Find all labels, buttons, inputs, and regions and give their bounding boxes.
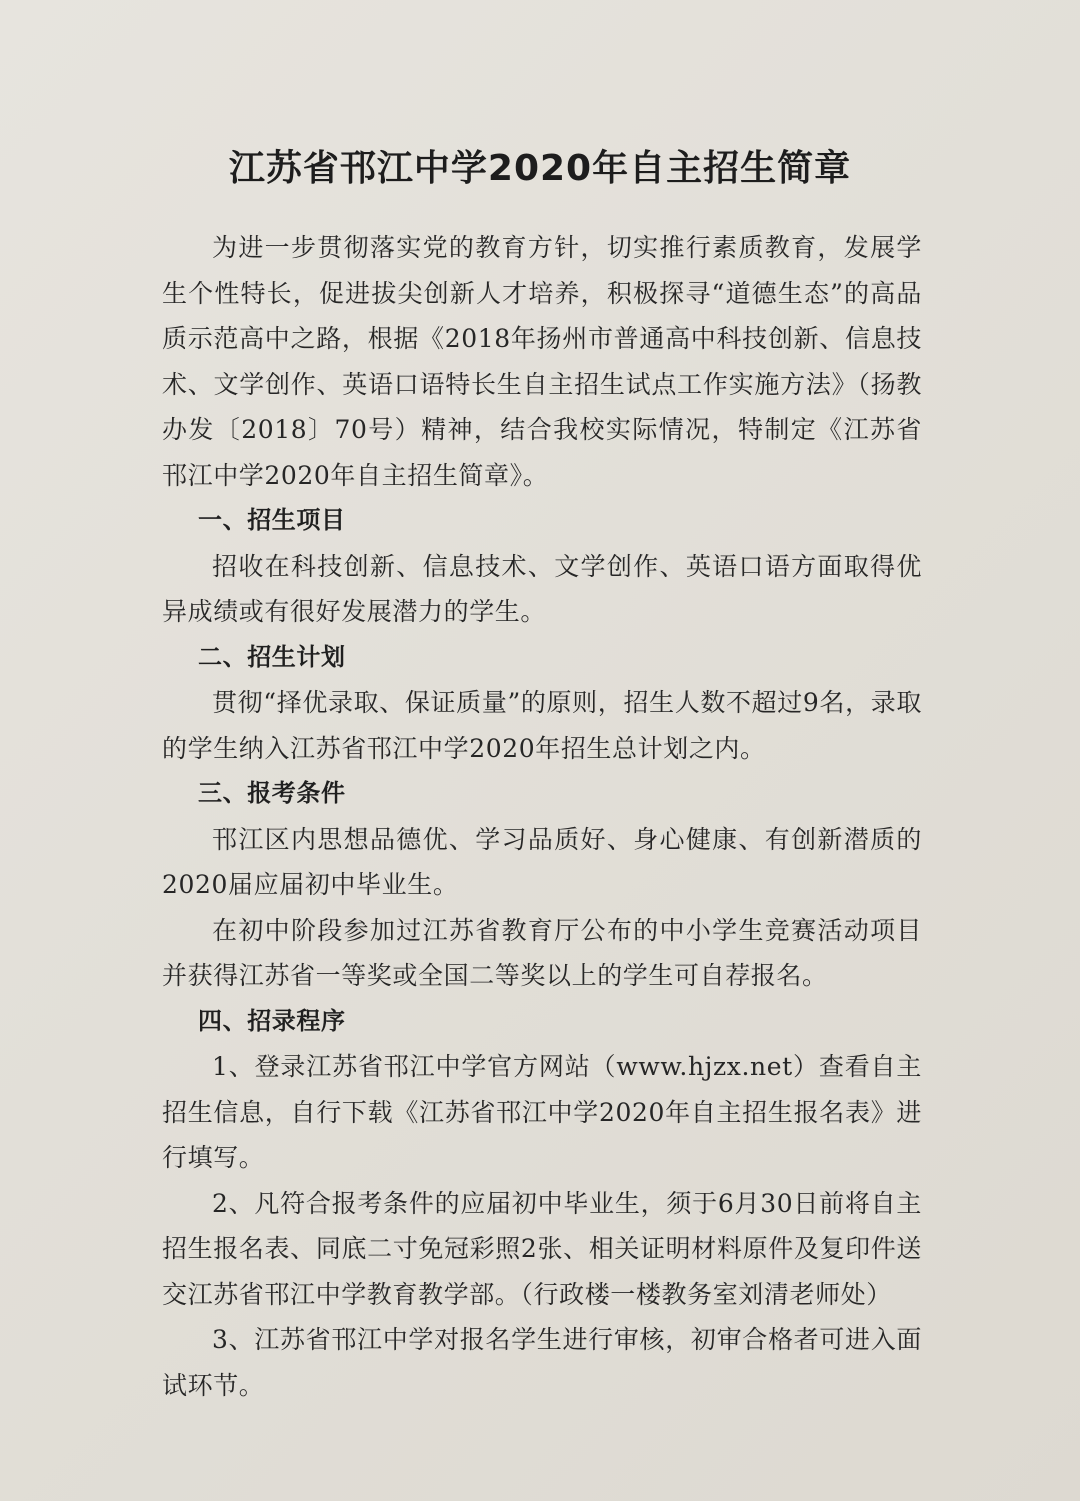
section-heading-4: 四、招录程序 <box>198 1006 346 1035</box>
section-4-paragraph-2: 2、凡符合报考条件的应届初中毕业生，须于6月30日前将自主招生报名表、同底二寸免冠彩照2张、相关证明材料原件及复印件送交江苏省邗江中学教育教学部。（行政楼一楼教务室刘清老师处） <box>162 1188 922 1309</box>
section-3-paragraph-2: 在初中阶段参加过江苏省教育厅公布的中小学生竞赛活动项目并获得江苏省一等奖或全国二等奖以上的学生可自荐报名。 <box>162 915 922 990</box>
section-4-paragraph-1: 1、登录江苏省邗江中学官方网站（www.hjzx.net）查看自主招生信息，自行下载《江苏省邗江中学2020年自主招生报名表》进行填写。 <box>162 1052 922 1172</box>
section-2-paragraph-1: 贯彻“择优录取、保证质量”的原则，招生人数不超过9名，录取的学生纳入江苏省邗江中学2020年招生总计划之内。 <box>162 688 922 763</box>
section-4-paragraph-3: 3、江苏省邗江中学对报名学生进行审核，初审合格者可进入面试环节。 <box>162 1325 922 1400</box>
document-title: 江苏省邗江中学2020年自主招生简章 <box>228 148 852 189</box>
section-1-paragraph-1: 招收在科技创新、信息技术、文学创作、英语口语方面取得优异成绩或有很好发展潜力的学生。 <box>162 551 922 626</box>
section-heading-3: 三、报考条件 <box>198 779 346 807</box>
intro-paragraph: 为进一步贯彻落实党的教育方针，切实推行素质教育，发展学生个性特长，促进拔尖创新人才培养，积极探寻“道德生态”的高品质示范高中之路，根据《2018年扬州市普通高中科技创新、信息技术、文学创作、英语口语特长生自主招生试点工作实施方法》（扬教办发〔2018〕70号）精神，结合我校实际情况，特制定《江苏省邗江中学2020年自主招生简章》。 <box>162 233 922 490</box>
document-body <box>162 225 922 1408</box>
section-heading-1: 一、招生项目 <box>198 506 346 534</box>
section-3-paragraph-1: 邗江区内思想品德优、学习品质好、身心健康、有创新潜质的2020届应届初中毕业生。 <box>162 824 922 899</box>
section-heading-2: 二、招生计划 <box>198 642 346 671</box>
